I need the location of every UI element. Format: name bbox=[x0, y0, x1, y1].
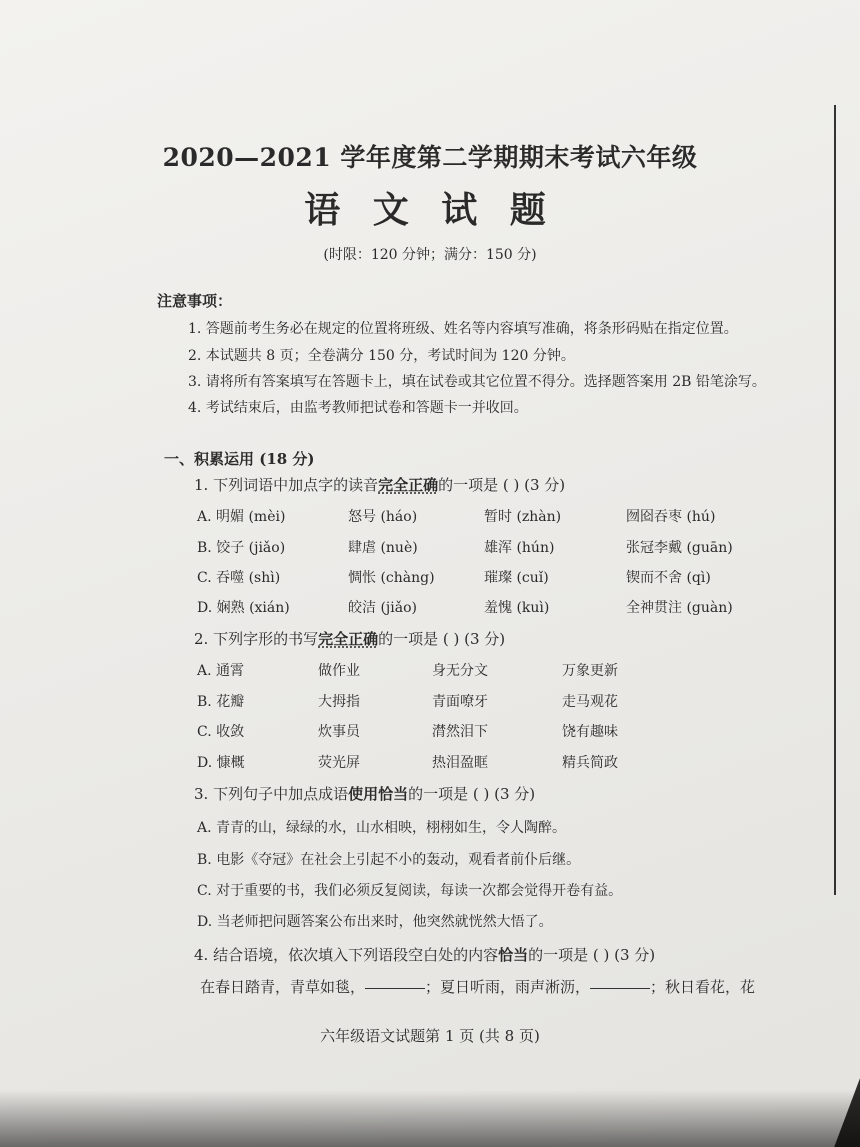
q2-option: C. 收敛 bbox=[197, 724, 245, 740]
section-heading: 一、积累运用 (18 分) bbox=[164, 450, 315, 468]
q2-option: D. 慷概 bbox=[197, 755, 245, 771]
page-shadow bbox=[0, 1090, 860, 1147]
q2-option: 荧光屏 bbox=[318, 755, 360, 771]
q2-option: 走马观花 bbox=[562, 694, 618, 710]
note-item: 4. 考试结束后，由监考教师把试卷和答题卡一并收回。 bbox=[188, 400, 528, 416]
q1-option: B. 饺子 (jiǎo) bbox=[197, 540, 286, 556]
q1-option: 惆怅 (chàng) bbox=[348, 570, 435, 586]
note-item: 2. 本试题共 8 页；全卷满分 150 分，考试时间为 120 分钟。 bbox=[188, 348, 575, 364]
q1-option: 全神贯注 (guàn) bbox=[626, 600, 733, 616]
q3-option: A. 青青的山，绿绿的水，山水相映，栩栩如生，令人陶醉。 bbox=[197, 820, 567, 836]
question-2: 2. 下列字形的书写完全正确的一项是 ( ) (3 分) bbox=[194, 630, 506, 648]
q1-option: 囫囵吞枣 (hú) bbox=[626, 509, 716, 525]
q2-option: 身无分文 bbox=[432, 663, 488, 679]
q2-option: 精兵简政 bbox=[562, 755, 618, 771]
q3-option: B. 电影《夺冠》在社会上引起不小的轰动，观看者前仆后继。 bbox=[197, 852, 581, 868]
q1-option: 皎洁 (jiǎo) bbox=[348, 600, 417, 616]
q1-option: D. 娴熟 (xián) bbox=[197, 600, 290, 616]
q2-option: 潸然泪下 bbox=[432, 724, 488, 740]
time-score-info: (时限：120 分钟；满分：150 分) bbox=[323, 247, 537, 263]
q2-option: 饶有趣味 bbox=[562, 724, 618, 740]
subject-title: 语 文 试 题 bbox=[304, 189, 556, 231]
question-4: 4. 结合语境，依次填入下列语段空白处的内容恰当的一项是 ( ) (3 分) bbox=[194, 946, 656, 964]
q3-option: C. 对于重要的书，我们必须反复阅读，每读一次都会觉得开卷有益。 bbox=[197, 883, 623, 899]
note-item: 3. 请将所有答案填写在答题卡上，填在试卷或其它位置不得分。选择题答案用 2B 铅笔涂写。 bbox=[188, 374, 766, 390]
question-1: 1. 下列词语中加点字的读音完全正确的一项是 ( ) (3 分) bbox=[194, 476, 566, 494]
q2-option: 热泪盈眶 bbox=[432, 755, 488, 771]
q4-passage: 在春日踏青，青草如毯， ；夏日听雨，雨声淅沥， ；秋日看花，花 bbox=[200, 978, 756, 996]
q2-option: B. 花瓣 bbox=[197, 694, 245, 710]
note-item: 1. 答题前考生务必在规定的位置将班级、姓名等内容填写准确，将条形码贴在指定位置。 bbox=[188, 321, 738, 337]
q2-option: 做作业 bbox=[318, 663, 360, 679]
q1-option: A. 明媚 (mèi) bbox=[197, 509, 286, 525]
q2-option: 青面嘹牙 bbox=[432, 694, 488, 710]
q1-option: 锲而不舍 (qì) bbox=[626, 570, 711, 586]
question-3: 3. 下列句子中加点成语使用恰当的一项是 ( ) (3 分) bbox=[194, 785, 536, 803]
q3-option: D. 当老师把问题答案公布出来时，他突然就恍然大悟了。 bbox=[197, 914, 553, 930]
q1-option: 怒号 (háo) bbox=[348, 509, 418, 525]
q1-option: 羞愧 (kuì) bbox=[484, 600, 550, 616]
page-footer: 六年级语文试题第 1 页 (共 8 页) bbox=[320, 1027, 540, 1045]
q1-option: 张冠李戴 (guān) bbox=[626, 540, 733, 556]
answer-blank bbox=[365, 987, 425, 989]
q2-option: 炊事员 bbox=[318, 724, 360, 740]
q1-option: 雄浑 (hún) bbox=[484, 540, 555, 556]
exam-year-title: 2020—2021 学年度第二学期期末考试六年级 bbox=[162, 143, 698, 172]
q1-option: 肆虐 (nuè) bbox=[348, 540, 418, 556]
q2-option: 大拇指 bbox=[318, 694, 360, 710]
answer-blank bbox=[590, 987, 650, 989]
notes-heading: 注意事项： bbox=[157, 292, 233, 310]
q1-option: C. 吞噬 (shì) bbox=[197, 570, 281, 586]
q2-option: 万象更新 bbox=[562, 663, 618, 679]
q1-option: 暂时 (zhàn) bbox=[484, 509, 562, 525]
q1-option: 璀璨 (cuǐ) bbox=[484, 570, 549, 586]
q2-option: A. 通霄 bbox=[197, 663, 245, 679]
